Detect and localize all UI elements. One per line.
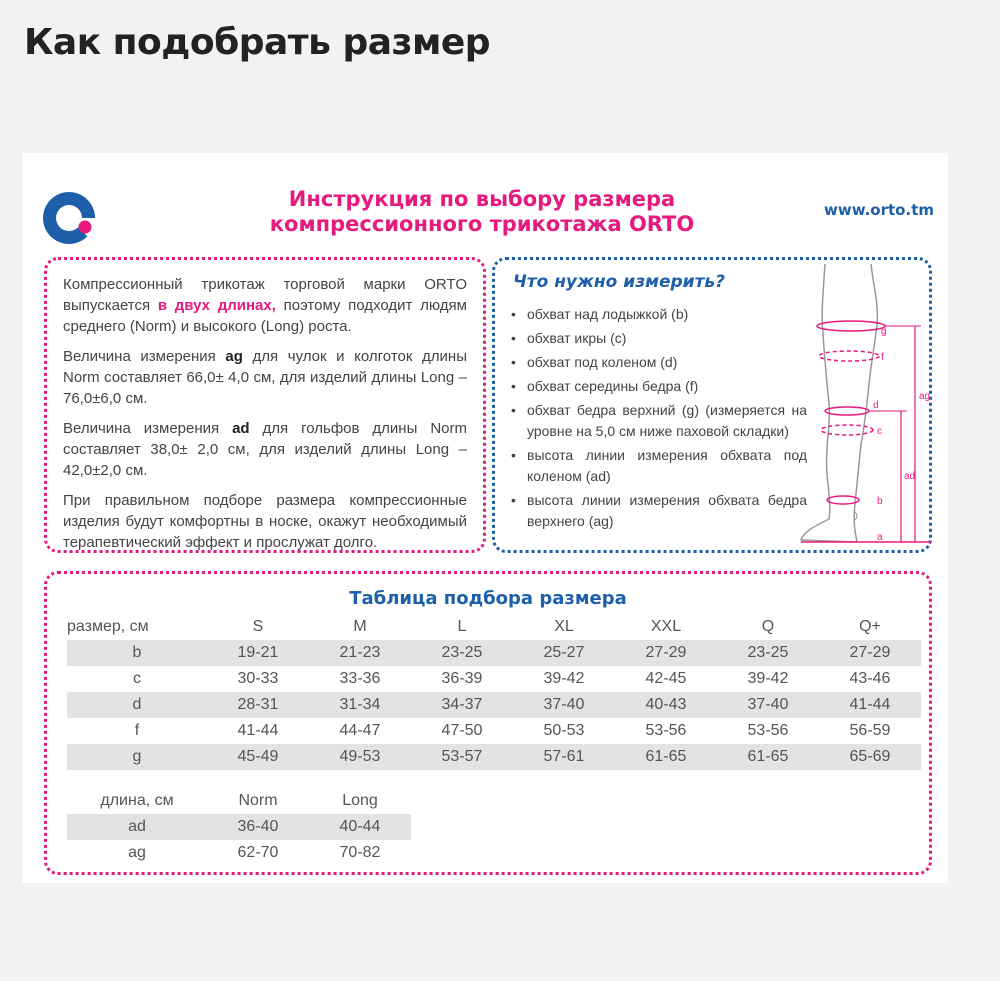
table-cell: 50-53 (543, 722, 585, 739)
table-cell: 70-82 (339, 844, 381, 861)
table-cell: 49-53 (309, 744, 411, 770)
table-cell: g (67, 744, 207, 770)
list-item: • обхват над лодыжкой (b) (511, 304, 807, 325)
table-cell: 44-47 (339, 722, 381, 739)
ring-b (827, 496, 859, 504)
table-cell: b (67, 640, 207, 666)
table-cell: 36-39 (441, 670, 483, 687)
p3-code: ad (232, 420, 250, 437)
table-cell: c (133, 670, 141, 687)
header-cell: размер, см (67, 618, 149, 635)
table-cell: 21-23 (309, 640, 411, 666)
page-title: Как подобрать размер (24, 22, 491, 63)
header-cell: Norm (238, 792, 278, 809)
size-guide-card (22, 153, 948, 883)
what-to-measure-title: Что нужно измерить? (513, 272, 726, 292)
table-cell: 37-40 (513, 692, 615, 718)
length-info-box (44, 257, 486, 553)
table-cell: 34-37 (411, 692, 513, 718)
table-cell: 36-40 (207, 814, 309, 840)
list-item: • обхват середины бедра (f) (511, 376, 807, 397)
list-item: • обхват икры (c) (511, 328, 807, 349)
header-cell: Q (761, 618, 775, 635)
table-cell: ag (128, 844, 146, 861)
header-cell: XXL (650, 618, 682, 635)
p3-text: Величина измерения (63, 420, 233, 437)
list-item: • высота линии измерения обхвата под коленом (ad) (511, 445, 807, 487)
table-cell: 19-21 (207, 640, 309, 666)
table-cell: 23-25 (411, 640, 513, 666)
length-header-row (67, 788, 411, 814)
leg-label-f: f (881, 352, 884, 363)
table-cell: 37-40 (717, 692, 819, 718)
leg-label-ad: ad (904, 471, 916, 482)
table-cell: 39-42 (543, 670, 585, 687)
ring-d (825, 407, 869, 415)
p1-text: Компрессионный трикотаж торговой марки ORTO выпускается (63, 276, 467, 314)
leg-label-c: c (877, 426, 882, 437)
leg-label-a: a (877, 532, 883, 543)
table-cell: 53-56 (747, 722, 789, 739)
header-cell: S (252, 618, 264, 635)
table-cell: 65-69 (819, 744, 921, 770)
table-cell: 43-46 (849, 670, 891, 687)
header-cell: длина, см (100, 792, 174, 809)
ring-f (819, 351, 879, 361)
table-cell: 33-36 (339, 670, 381, 687)
p2-text-after: для чулок и колготок длины Norm составляет 66,0± 4,0 см, для изделий длины Long – 76,0±6,0 см. (63, 348, 467, 407)
table-cell: d (67, 692, 207, 718)
table-cell: 47-50 (441, 722, 483, 739)
table-cell: ad (67, 814, 207, 840)
table-header-row (67, 614, 921, 640)
table-cell: 41-44 (819, 692, 921, 718)
header-cell: Q+ (859, 618, 881, 635)
table-cell: 45-49 (207, 744, 309, 770)
table-cell: 57-61 (513, 744, 615, 770)
table-cell: 53-56 (645, 722, 687, 739)
header-cell: M (353, 618, 367, 635)
table-cell: 28-31 (207, 692, 309, 718)
table-cell: 40-43 (615, 692, 717, 718)
table-cell: 53-57 (411, 744, 513, 770)
size-table-title: Таблица подбора размера (349, 588, 627, 609)
table-row (67, 814, 411, 840)
list-item: • обхват под коленом (d) (511, 352, 807, 373)
info-paragraph-2 (63, 346, 467, 409)
p1-text-after: поэтому подходит людям среднего (Norm) и высокого (Long) роста. (63, 297, 467, 335)
what-to-measure-box (492, 257, 932, 553)
p1-highlight: в двух длинах, (157, 297, 276, 314)
table-cell: 41-44 (237, 722, 279, 739)
table-row (67, 692, 921, 718)
size-table (67, 614, 921, 770)
ring-g (817, 321, 885, 331)
orto-logo-icon (42, 191, 96, 245)
table-row (67, 718, 921, 744)
table-cell: 42-45 (645, 670, 687, 687)
table-cell: 30-33 (237, 670, 279, 687)
table-cell: 62-70 (237, 844, 279, 861)
header-cell: Long (342, 792, 378, 809)
list-item: • высота линии измерения обхвата бедра верхнего (ag) (511, 490, 807, 532)
leg-diagram-icon (795, 264, 933, 550)
measure-list (511, 304, 807, 535)
table-row (67, 640, 921, 666)
table-cell: 61-65 (717, 744, 819, 770)
table-row (67, 744, 921, 770)
table-cell: 40-44 (309, 814, 411, 840)
leg-label-d: d (873, 400, 879, 411)
info-paragraph-4: При правильном подборе размера компрессионные изделия будут комфортны в носке, окажут необходимый терапевтический эффект и прослужат долго. (63, 492, 467, 551)
header-cell: L (457, 618, 467, 635)
p2-text: Величина измерения (63, 348, 226, 365)
info-paragraph-1 (63, 274, 467, 337)
table-cell: f (134, 722, 140, 739)
site-url-link[interactable]: www.orto.tm (824, 201, 934, 219)
leg-label-b: b (877, 496, 883, 507)
header-cell: XL (554, 618, 574, 635)
table-cell: 27-29 (615, 640, 717, 666)
length-table (67, 788, 411, 866)
leg-label-ag: ag (919, 391, 931, 402)
p3-text-after: для гольфов длины Norm составляет 38,0± 2,0 см, для изделий длины Long – 42,0±2,0 см. (63, 420, 467, 479)
table-row (67, 666, 921, 692)
table-row (67, 840, 411, 866)
size-table-box (44, 571, 932, 875)
table-cell: 23-25 (717, 640, 819, 666)
info-paragraph-3 (63, 418, 467, 481)
table-cell: 61-65 (615, 744, 717, 770)
leg-outline (801, 264, 877, 542)
table-cell: 27-29 (819, 640, 921, 666)
heading-line-1: Инструкция по выбору размера (288, 187, 676, 211)
heading-line-2: компрессионного трикотажа ORTO (269, 212, 695, 236)
table-cell: 56-59 (849, 722, 891, 739)
table-cell: 25-27 (513, 640, 615, 666)
table-cell: 39-42 (747, 670, 789, 687)
leg-label-g: g (881, 326, 887, 337)
list-item: • обхват бедра верхний (g) (измеряется на уровне на 5,0 см ниже паховой складки) (511, 400, 807, 442)
table-cell: 31-34 (309, 692, 411, 718)
card-heading (222, 187, 742, 237)
p2-code: ag (225, 348, 243, 365)
